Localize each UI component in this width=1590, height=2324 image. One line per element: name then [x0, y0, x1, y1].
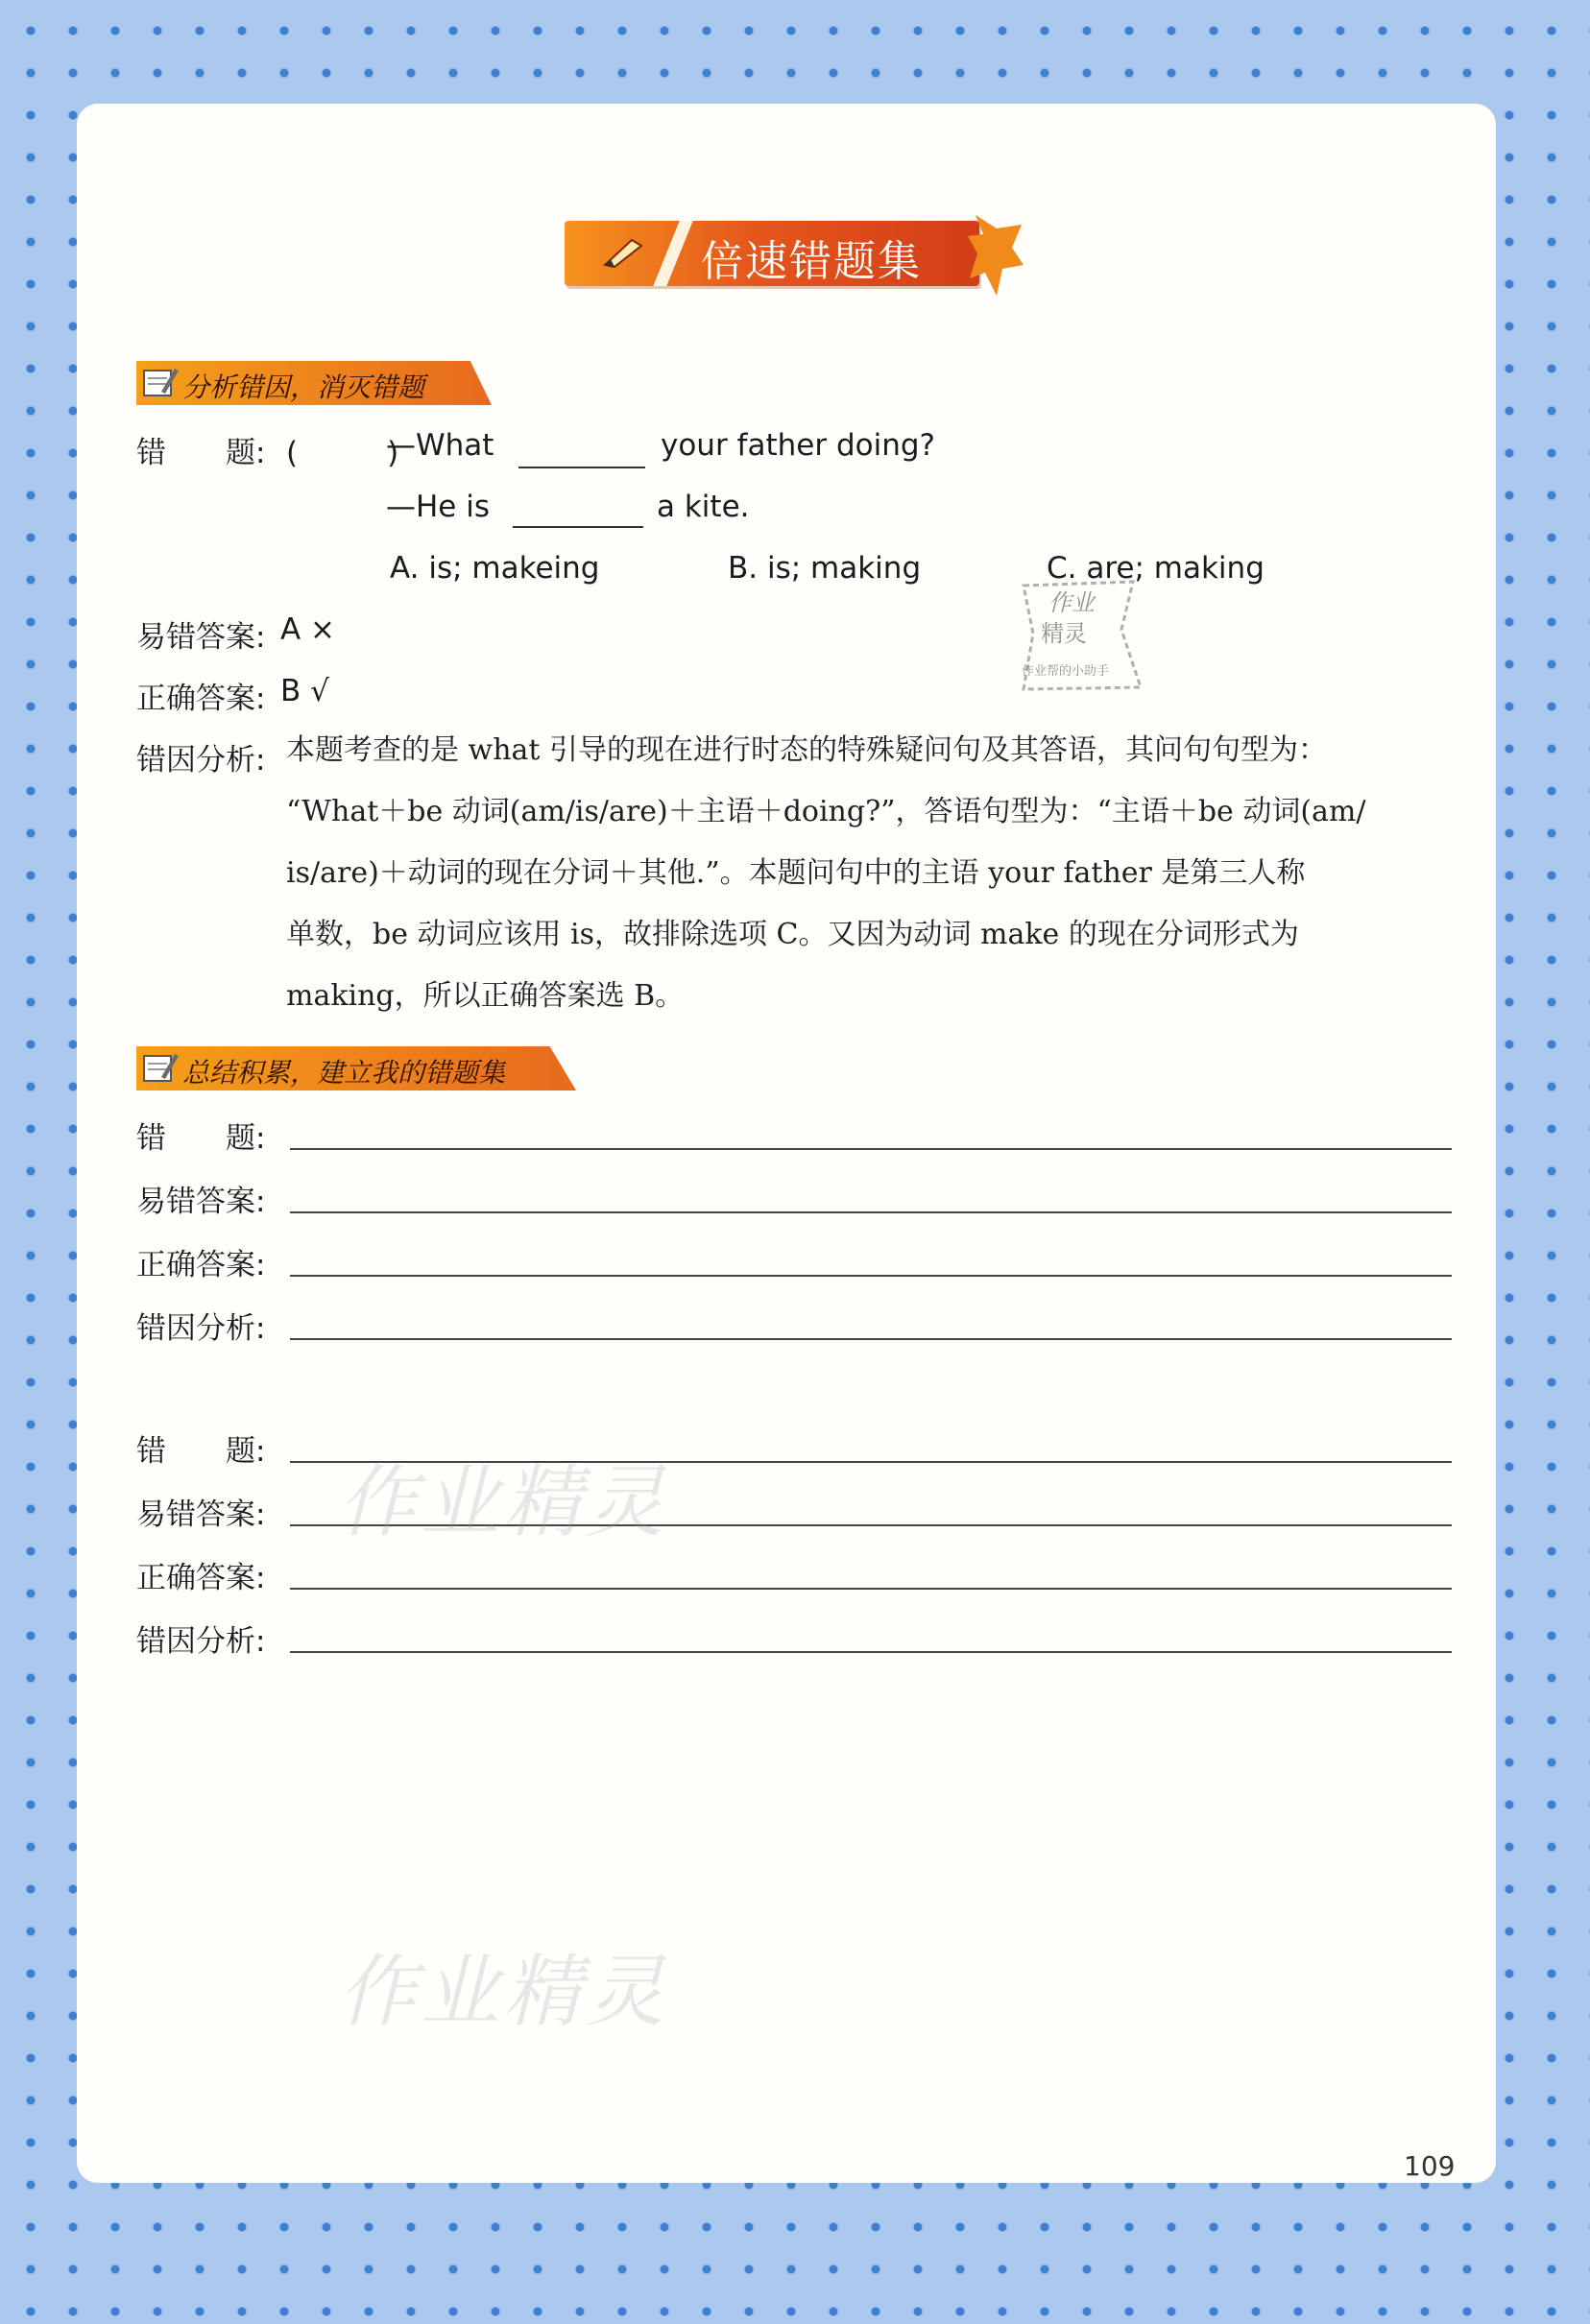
form1-analysis-line[interactable]: [290, 1338, 1452, 1340]
wrong-answer-label: 易错答案:: [136, 620, 266, 655]
stamp-line3: 作业帮的小助手: [1022, 664, 1110, 679]
pencil-icon: [603, 236, 647, 269]
form1-analysis-label: 错因分析:: [136, 1311, 266, 1346]
section-heading: 分析错因，消灭错题: [182, 371, 425, 403]
stamp-line1: 作业: [1048, 589, 1095, 616]
form2-correct-line[interactable]: [290, 1588, 1452, 1590]
form2-wrong-label: 易错答案:: [136, 1497, 266, 1532]
form1-wrong-label: 易错答案:: [136, 1185, 266, 1219]
correct-answer-label: 正确答案:: [136, 682, 266, 716]
page-number: 109: [1404, 2150, 1456, 2182]
option-a: A. is; makeing: [390, 551, 600, 586]
question-blank-2[interactable]: [513, 526, 643, 528]
notebook-pen-icon: [140, 363, 179, 401]
notebook-pen-icon: [140, 1048, 179, 1087]
section-heading: 总结积累，建立我的错题集: [182, 1057, 506, 1089]
stamp-line2: 精灵: [1041, 620, 1087, 647]
watermark-text: 作业精灵: [338, 1457, 668, 1548]
answer-parenthesis: ( ): [286, 436, 399, 470]
question-line2-start: —He is: [386, 490, 491, 524]
correct-answer-value: B √: [280, 674, 329, 708]
section-header-analysis: [136, 361, 492, 405]
form1-question-label: 错 题:: [136, 1121, 266, 1156]
option-c: C. are; making: [1047, 551, 1265, 586]
option-b: B. is; making: [728, 551, 922, 586]
question-line2-end: a kite.: [657, 490, 750, 524]
question-line1-end: your father doing?: [661, 428, 935, 463]
section-header-summary: [136, 1046, 576, 1090]
analysis-line: “What＋be 动词(am/is/are)＋主语＋doing?”，答语句型为：“主语＋be 动词(am/: [286, 795, 1366, 828]
analysis-line: 单数，be 动词应该用 is，故排除选项 C。又因为动词 make 的现在分词形式为: [286, 918, 1299, 951]
form2-analysis-label: 错因分析:: [136, 1624, 266, 1659]
form2-question-label: 错 题:: [136, 1434, 266, 1469]
maple-leaf-icon: [968, 215, 1024, 296]
question-blank-1[interactable]: [518, 467, 645, 468]
analysis-line: making，所以正确答案选 B。: [286, 979, 685, 1013]
analysis-body: [286, 720, 1458, 1027]
form2-analysis-line[interactable]: [290, 1651, 1452, 1653]
form2-correct-label: 正确答案:: [136, 1561, 266, 1595]
question-label: 错 题:: [136, 436, 266, 470]
form1-wrong-line[interactable]: [290, 1211, 1452, 1213]
page-title: 倍速错题集: [701, 237, 922, 286]
form1-correct-label: 正确答案:: [136, 1248, 266, 1282]
form1-question-line[interactable]: [290, 1148, 1452, 1150]
watermark-text: 作业精灵: [338, 1947, 668, 2038]
analysis-line: is/are)＋动词的现在分词＋其他.”。本题问句中的主语 your father 是第三人称: [286, 856, 1306, 890]
analysis-label: 错因分析:: [136, 743, 266, 778]
analysis-line: 本题考查的是 what 引导的现在进行时态的特殊疑问句及其答语，其问句句型为：: [286, 733, 1328, 767]
watermark-stamp: [1006, 572, 1150, 703]
question-line1-start: —What: [386, 428, 494, 463]
wrong-answer-value: A ×: [280, 612, 336, 647]
page-sheet: [77, 104, 1496, 2183]
form1-correct-line[interactable]: [290, 1275, 1452, 1277]
title-banner: [565, 215, 1025, 292]
